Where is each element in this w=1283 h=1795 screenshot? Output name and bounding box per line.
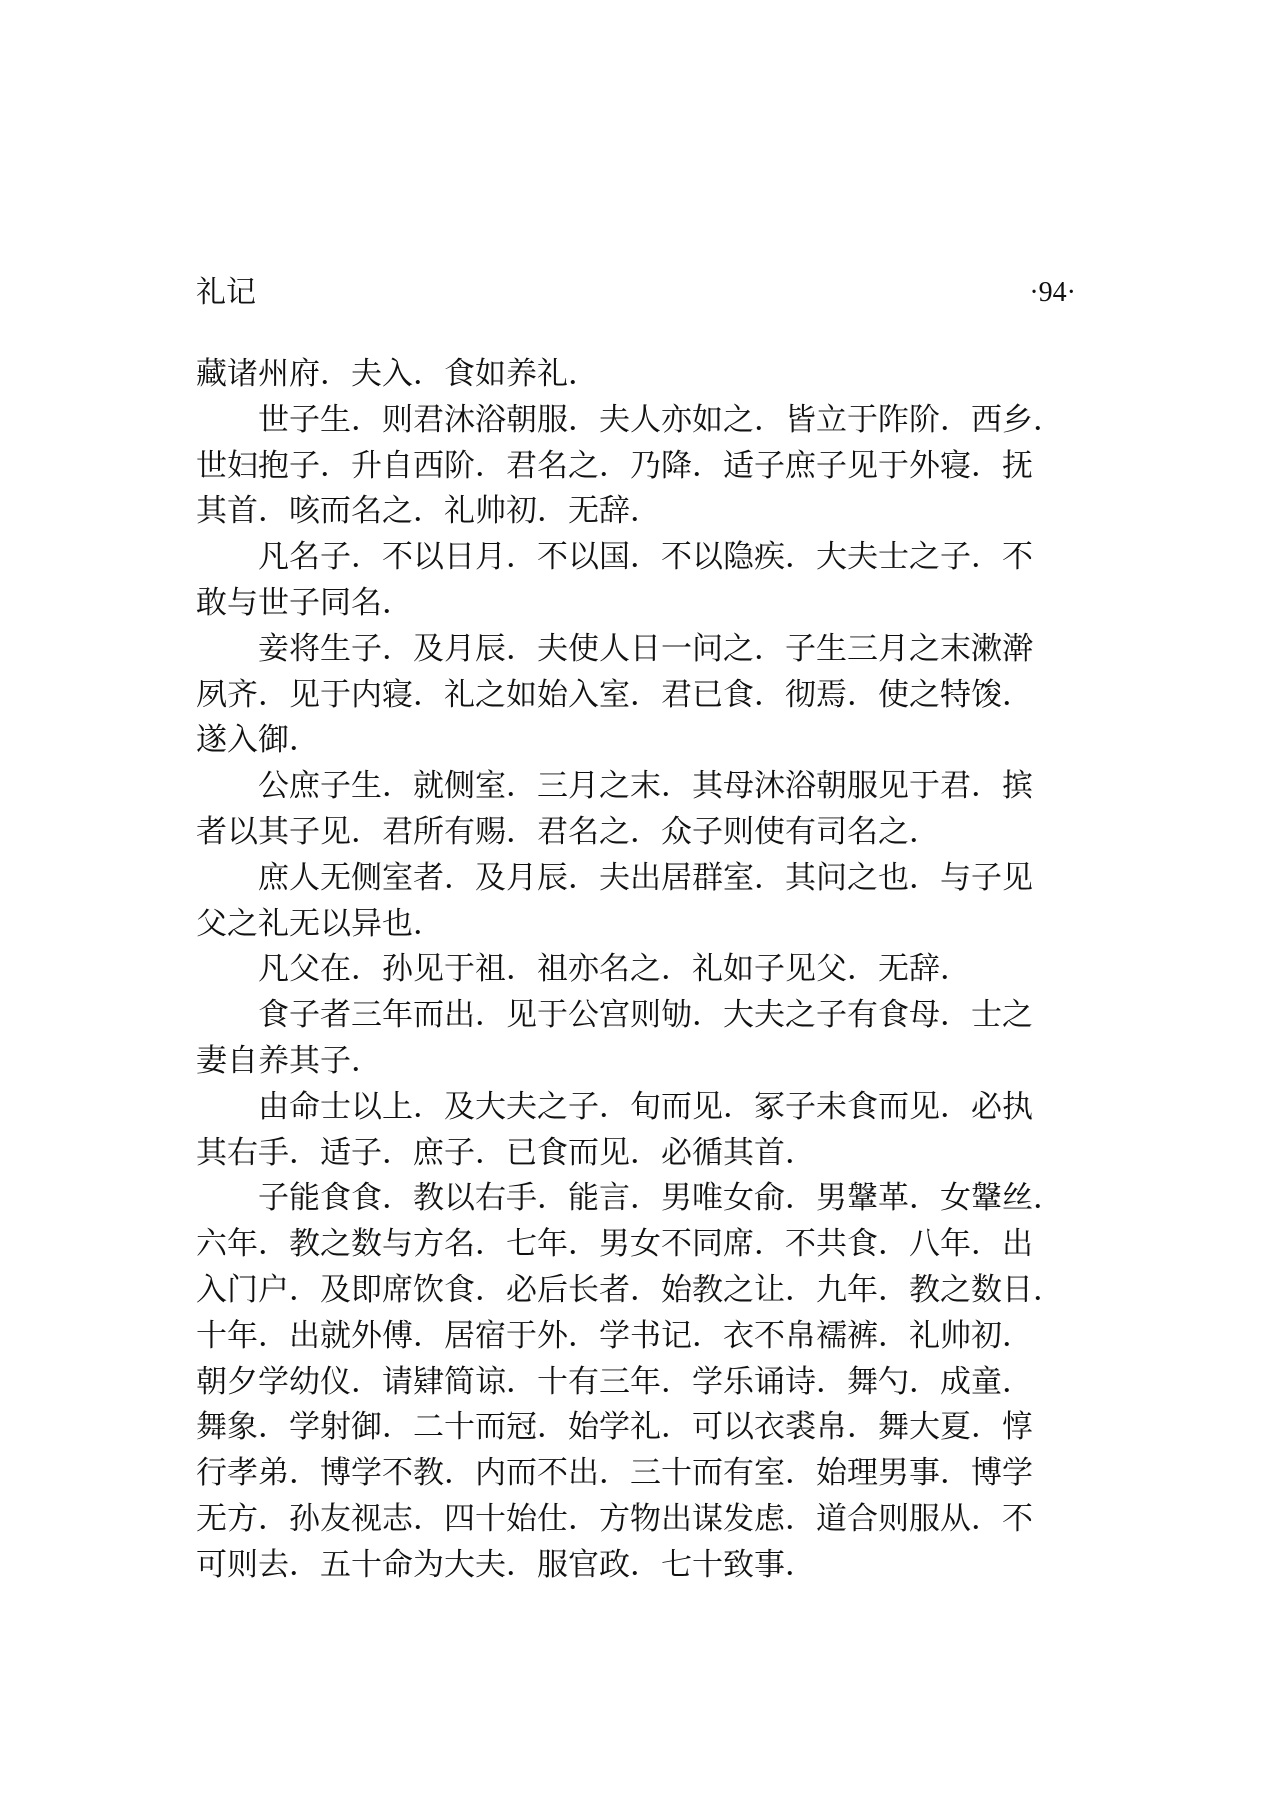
text-line: 子能食食．教以右手．能言．男唯女俞．男鞶革．女鞶丝． (258, 1180, 1064, 1217)
text-line: 遂入御． (196, 722, 320, 759)
text-line: 行孝弟．博学不教．内而不出．三十而有室．始理男事．博学 (196, 1455, 1033, 1492)
text-line: 六年．教之数与方名．七年．男女不同席．不共食．八年．出 (196, 1226, 1033, 1263)
text-line: 其首．咳而名之．礼帅初．无辞． (196, 493, 661, 530)
text-line: 公庶子生．就侧室．三月之末．其母沐浴朝服见于君．摈 (258, 768, 1033, 805)
text-line: 可则去．五十命为大夫．服官政．七十致事． (196, 1546, 816, 1583)
paragraph (196, 535, 1102, 627)
paragraph (196, 993, 1102, 1085)
text-line: 夙齐．见于内寝．礼之如始入室．君已食．彻焉．使之特馂． (196, 676, 1033, 713)
book-title: 礼记 (196, 275, 256, 310)
text-line: 世子生．则君沐浴朝服．夫人亦如之．皆立于阼阶．西乡． (258, 401, 1064, 438)
text-line: 无方．孙友视志．四十始仕．方物出谋发虑．道合则服从．不 (196, 1500, 1033, 1537)
paragraph (196, 856, 1102, 948)
text-line: 十年．出就外傅．居宿于外．学书记．衣不帛襦裤．礼帅初． (196, 1317, 1033, 1354)
text-line: 者以其子见．君所有赐．君名之．众子则使有司名之． (196, 813, 940, 850)
text-line: 食子者三年而出．见于公宫则劬．大夫之子有食母．士之 (258, 997, 1033, 1034)
paragraph (196, 1176, 1102, 1588)
text-line: 妻自养其子． (196, 1042, 382, 1079)
text-line: 入门户．及即席饮食．必后长者．始教之让．九年．教之数日． (196, 1271, 1064, 1308)
text-line: 敢与世子同名． (196, 584, 413, 621)
text-line: 庶人无侧室者．及月辰．夫出居群室．其问之也．与子见 (258, 859, 1033, 896)
paragraph (196, 352, 1102, 398)
text-line: 藏诸州府．夫入．食如养礼． (196, 356, 599, 392)
paragraph (196, 947, 1102, 993)
text-line: 朝夕学幼仪．请肄简谅．十有三年．学乐诵诗．舞勺．成童． (196, 1363, 1033, 1400)
paragraph (196, 1085, 1102, 1177)
paragraph (196, 398, 1102, 535)
text-line: 凡父在．孙见于祖．祖亦名之．礼如子见父．无辞． (258, 951, 971, 988)
text-line: 舞象．学射御．二十而冠．始学礼．可以衣裘帛．舞大夏．惇 (196, 1409, 1033, 1446)
page-number: ·94· (1029, 277, 1076, 308)
text-line: 其右手．适子．庶子．已食而见．必循其首． (196, 1134, 816, 1171)
text-line: 凡名子．不以日月．不以国．不以隐疾．大夫士之子．不 (258, 539, 1033, 576)
text-line: 妾将生子．及月辰．夫使人日一问之．子生三月之末漱澣 (258, 630, 1033, 667)
body-text (196, 352, 1102, 1589)
text-line: 父之礼无以异也． (196, 905, 444, 942)
page-header (196, 268, 1076, 318)
paragraph (196, 627, 1102, 764)
text-line: 世妇抱子．升自西阶．君名之．乃降．适子庶子见于外寝．抚 (196, 447, 1033, 484)
text-line: 由命士以上．及大夫之子．旬而见．冢子未食而见．必执 (258, 1088, 1033, 1125)
paragraph (196, 764, 1102, 856)
